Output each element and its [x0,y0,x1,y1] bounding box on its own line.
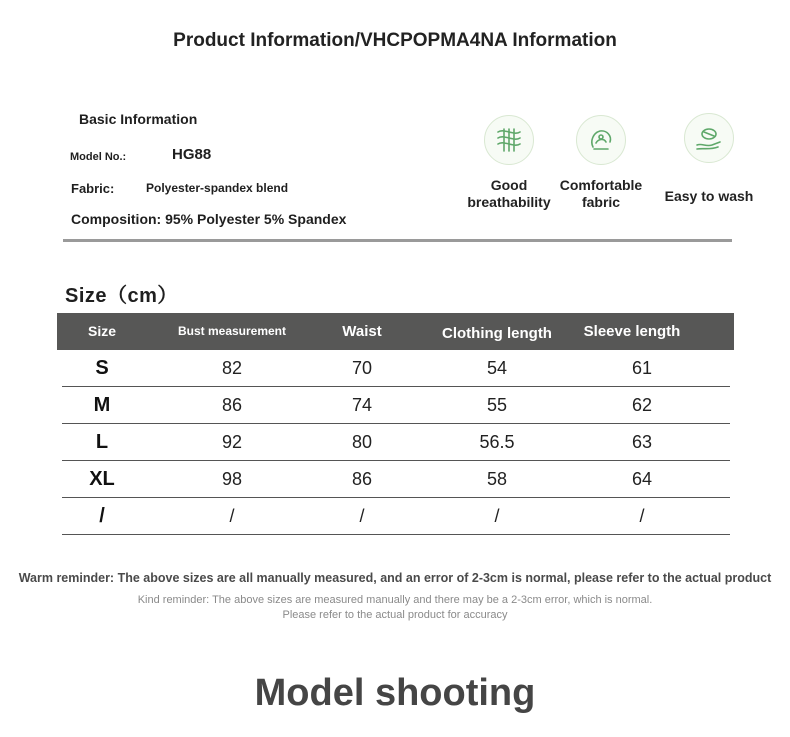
composition-text: Composition: 95% Polyester 5% Spandex [71,211,347,227]
kind-reminder-line2: Please refer to the actual product for accuracy [282,609,508,621]
cell-size: XL [89,468,115,490]
breathability-icon [484,115,534,165]
cell-size: M [93,394,111,416]
header-waist: Waist [342,323,382,340]
model-value: HG88 [172,146,212,163]
feature-line2: breathability [467,194,551,210]
size-table-header [57,313,734,350]
cell-bust: / [229,506,235,526]
header-bust: Bust measurement [177,324,287,338]
header-clothing-length: Clothing length [442,325,552,342]
cell-waist: 74 [351,395,373,415]
table-row [62,387,730,424]
fabric-label: Fabric: [71,181,115,196]
page-title: Product Information/VHCPOPMA4NA Information [173,30,617,51]
header-sleeve-length: Sleeve length [583,323,681,340]
cell-waist: 70 [351,358,373,378]
cell-waist: 80 [351,432,373,452]
model-shooting-heading: Model shooting [254,672,536,714]
cell-sleeve-length: 61 [631,358,653,378]
cell-bust: 98 [221,469,243,489]
model-label: Model No.: [70,151,127,163]
table-row [62,350,730,387]
cell-clothing-length: / [494,506,500,526]
table-row [62,498,730,535]
fabric-value: Polyester-spandex blend [146,181,289,195]
easy-wash-icon [684,113,734,163]
cell-bust: 92 [221,432,243,452]
cell-size: S [95,357,109,379]
cell-sleeve-length: 64 [631,469,653,489]
cell-waist: / [359,506,365,526]
table-row [62,424,730,461]
cell-clothing-length: 58 [486,469,508,489]
cell-sleeve-length: 63 [631,432,653,452]
size-table [57,313,734,535]
cell-clothing-length: 56.5 [479,432,515,452]
cell-clothing-length: 55 [486,395,508,415]
size-table-title: Size（cm） [65,285,178,307]
warm-reminder: Warm reminder: The above sizes are all manually measured, and an error of 2-3cm is normal, please refer to the actual product [18,571,772,585]
table-row [62,461,730,498]
feature-line1: Easy to wash [664,188,754,204]
feature-line1: Comfortable [559,177,643,193]
feature-comfortable-fabric [546,115,656,211]
basic-info-heading: Basic Information [79,111,198,127]
cell-size: L [95,431,109,453]
section-divider [63,239,732,242]
cell-bust: 82 [221,358,243,378]
feature-line1: Good [490,177,528,193]
cell-waist: 86 [351,469,373,489]
kind-reminder-line1: Kind reminder: The above sizes are measured manually and there may be a 2-3cm error, which is normal. [137,594,653,606]
cell-bust: 86 [221,395,243,415]
feature-line2: fabric [581,194,621,210]
cell-clothing-length: 54 [486,358,508,378]
feature-easy-to-wash [654,113,764,205]
cell-size: / [99,505,105,527]
cell-sleeve-length: / [639,506,645,526]
comfort-fabric-icon [576,115,626,165]
header-size: Size [87,323,116,339]
cell-sleeve-length: 62 [631,395,653,415]
